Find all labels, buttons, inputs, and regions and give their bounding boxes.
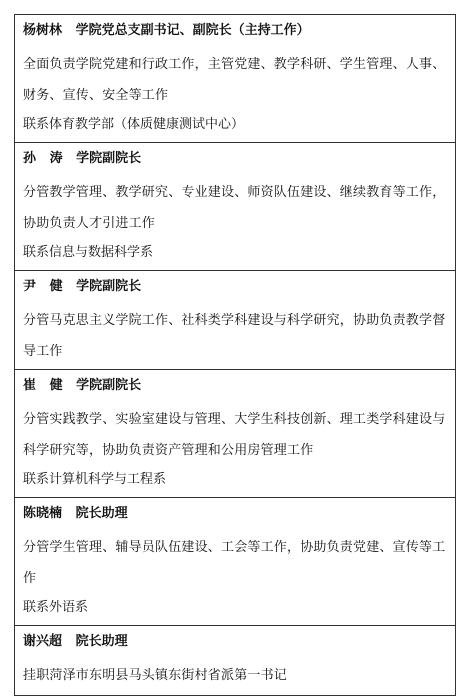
leader-title: 杨树林 学院党总支副书记、副院长（主持工作） bbox=[23, 23, 310, 38]
leader-contact: 联系体育教学部（体质健康测试中心） bbox=[23, 117, 245, 132]
leader-title: 孙 涛 学院副院长 bbox=[23, 151, 142, 166]
leader-contact: 联系信息与数据科学系 bbox=[23, 245, 154, 260]
leader-block-6 bbox=[15, 626, 455, 695]
leader-contact: 联系计算机科学与工程系 bbox=[23, 472, 167, 487]
leader-duties: 分管教学管理、教学研究、专业建设、师资队伍建设、继续教育等工作，协助负责人才引进工作 bbox=[23, 185, 446, 231]
leader-duties: 分管学生管理、辅导员队伍建设、工会等工作，协助负责党建、宣传等工作 bbox=[23, 540, 446, 586]
leader-title: 谢兴超 院长助理 bbox=[23, 634, 128, 649]
leader-duties: 分管马克思主义学院工作、社科类学科建设与科学研究，协助负责教学督导工作 bbox=[23, 313, 446, 359]
leader-block-5 bbox=[15, 498, 455, 626]
leadership-table bbox=[14, 14, 456, 696]
leader-duties: 分管实践教学、实验室建设与管理、大学生科技创新、理工类学科建设与科学研究等，协助负责资产管理和公用房管理工作 bbox=[23, 412, 446, 458]
leader-duties: 挂职菏泽市东明县马头镇东街村省派第一书记 bbox=[23, 668, 288, 683]
leader-contact: 联系外语系 bbox=[23, 600, 89, 615]
leader-block-2 bbox=[15, 143, 455, 271]
leader-title: 尹 健 学院副院长 bbox=[23, 279, 142, 294]
leader-title: 崔 健 学院副院长 bbox=[23, 378, 142, 393]
leader-block-3 bbox=[15, 271, 455, 370]
leader-block-1 bbox=[15, 15, 455, 143]
leader-duties: 全面负责学院党建和行政工作，主管党建、教学科研、学生管理、人事、财务、宣传、安全等工作 bbox=[23, 57, 446, 103]
leader-block-4 bbox=[15, 370, 455, 498]
leader-title: 陈晓楠 院长助理 bbox=[23, 506, 128, 521]
